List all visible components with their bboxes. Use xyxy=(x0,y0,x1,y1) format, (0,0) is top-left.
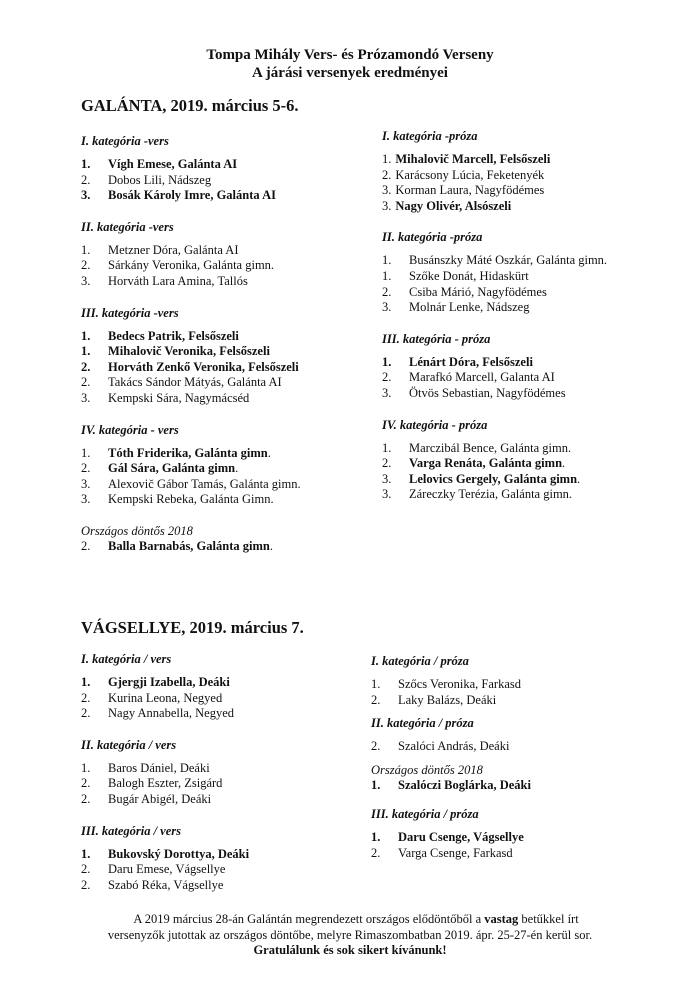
result-row xyxy=(371,693,671,709)
rank-number: 3. xyxy=(382,487,392,502)
result-row xyxy=(81,173,371,189)
rank-number: 2. xyxy=(382,284,392,299)
contestant-name: Daru Csenge, Vágsellye xyxy=(398,830,524,845)
rank-number: 1. xyxy=(81,157,91,171)
contestant-name: Mihalovič Veronika, Felsőszeli xyxy=(108,344,270,359)
contestant-name: Baros Dániel, Deáki xyxy=(108,760,210,775)
result-row xyxy=(382,355,682,371)
national-finalist-group xyxy=(81,524,371,555)
category-group xyxy=(81,423,371,508)
title-line-1: Tompa Mihály Vers- és Prózamondó Verseny xyxy=(206,47,494,63)
result-list xyxy=(81,329,371,407)
result-row xyxy=(382,386,682,402)
result-row xyxy=(81,446,371,462)
result-row xyxy=(81,344,371,360)
contestant-name: Molnár Lenke, Nádszeg xyxy=(409,300,530,315)
result-row xyxy=(382,300,682,316)
result-row xyxy=(382,441,682,457)
contestant-name: Marczibál Bence, Galánta gimn. xyxy=(409,440,572,455)
rank-number: 3. xyxy=(382,183,392,198)
rank-number: 1. xyxy=(81,344,91,359)
footer-note xyxy=(0,912,700,959)
result-list xyxy=(382,152,682,214)
contestant-name: Lénárt Dóra, Felsőszeli xyxy=(409,354,533,369)
rank-number: 2. xyxy=(371,845,381,860)
result-row xyxy=(81,243,371,259)
result-list xyxy=(382,253,682,315)
result-row xyxy=(382,199,682,215)
result-row xyxy=(81,539,371,555)
galanta-heading: GALÁNTA, 2019. március 5-6. xyxy=(81,96,299,115)
result-row xyxy=(81,477,371,493)
result-row xyxy=(81,862,361,878)
rank-number: 1. xyxy=(81,760,91,775)
rank-number: 2. xyxy=(81,258,91,273)
category-group xyxy=(81,824,361,894)
contestant-name: Tóth Friderika, Galánta gimn xyxy=(108,445,268,460)
result-row xyxy=(81,188,371,204)
result-list xyxy=(371,677,671,708)
contestant-name: Alexovič Gábor Tamás, Galánta gimn. xyxy=(108,476,301,491)
contestant-name: Varga Csenge, Farkasd xyxy=(398,845,513,860)
result-row xyxy=(81,847,361,863)
national-finalist-group xyxy=(371,763,671,794)
galanta-proza-column xyxy=(382,129,682,519)
result-row xyxy=(81,258,371,274)
category-group xyxy=(382,332,682,402)
contestant-name: Balogh Eszter, Zsigárd xyxy=(108,776,223,791)
national-finalist-label: Országos döntős 2018 xyxy=(371,762,483,777)
contestant-name: Bedecs Patrik, Felsőszeli xyxy=(108,328,239,343)
contestant-name: Ötvös Sebastian, Nagyfödémes xyxy=(409,385,566,400)
result-row xyxy=(382,152,682,168)
national-finalist-label: Országos döntős 2018 xyxy=(81,523,193,538)
rank-number: 2. xyxy=(382,167,392,182)
result-row xyxy=(81,706,361,722)
vagsellye-vers-column xyxy=(81,652,361,909)
result-row xyxy=(382,370,682,386)
result-row xyxy=(371,739,671,755)
rank-number: 3. xyxy=(81,476,91,491)
contestant-name: Szőcs Veronika, Farkasd xyxy=(398,677,522,691)
rank-number: 2. xyxy=(81,461,91,476)
contestant-name: Korman Laura, Nagyfödémes xyxy=(395,183,545,198)
category-group xyxy=(81,220,371,290)
rank-number: 1. xyxy=(382,354,392,369)
category-group xyxy=(371,716,671,755)
contestant-name: Kempski Sára, Nagymácséd xyxy=(108,390,250,405)
result-list xyxy=(81,157,371,204)
category-title: II. kategória -próza xyxy=(382,230,483,245)
category-group xyxy=(382,129,682,214)
contestant-name: Horváth Lara Amina, Tallós xyxy=(108,273,248,288)
contestant-name: Bugár Abigél, Deáki xyxy=(108,791,212,806)
category-title: II. kategória / próza xyxy=(371,716,474,731)
contestant-name: Lelovics Gergely, Galánta gimn xyxy=(409,471,578,486)
result-row xyxy=(81,761,361,777)
result-row xyxy=(382,269,682,285)
rank-number: 1. xyxy=(371,777,381,792)
contestant-name: Takács Sándor Mátyás, Galánta AI xyxy=(108,375,282,390)
rank-number: 1. xyxy=(382,440,392,455)
contestant-name: Szőke Donát, Hidaskürt xyxy=(409,268,529,283)
category-title: III. kategória - próza xyxy=(382,331,491,346)
rank-number: 2. xyxy=(81,375,91,390)
contestant-name: Bukovský Dorottya, Deáki xyxy=(108,846,250,861)
rank-number: 3. xyxy=(81,273,91,288)
category-title: II. kategória -vers xyxy=(81,219,174,234)
result-row xyxy=(81,360,371,376)
result-row xyxy=(81,691,361,707)
result-row xyxy=(81,329,371,345)
result-row xyxy=(81,878,361,894)
contestant-name: Bosák Károly Imre, Galánta AI xyxy=(108,188,276,203)
rank-number: 2. xyxy=(371,692,381,707)
result-row xyxy=(382,487,682,503)
vagsellye-heading: VÁGSELLYE, 2019. március 7. xyxy=(81,618,304,637)
result-row xyxy=(81,391,371,407)
category-title: I. kategória -vers xyxy=(81,134,169,148)
category-title: I. kategória / próza xyxy=(371,654,469,668)
category-title: II. kategória / vers xyxy=(81,737,177,752)
contestant-name: Nagy Annabella, Negyed xyxy=(108,706,235,721)
contestant-name: Szalóczi Boglárka, Deáki xyxy=(398,777,531,792)
footer-congrats: Gratulálunk és sok sikert kívánunk! xyxy=(253,943,447,957)
rank-number: 3. xyxy=(382,471,392,486)
result-row xyxy=(371,846,671,862)
galanta-vers-column xyxy=(81,134,371,555)
result-list xyxy=(81,847,361,894)
name-suffix: . xyxy=(562,456,566,471)
contestant-name: Kempski Rebeka, Galánta Gimn. xyxy=(108,492,274,507)
result-row xyxy=(382,168,682,184)
rank-number: 2. xyxy=(81,862,91,877)
contestant-name: Szalóci András, Deáki xyxy=(398,739,510,754)
result-row xyxy=(81,157,371,173)
footer-line-1: A 2019 március 28-án Galántán megrendezett országos elődöntőből a vastag betűkkel írt xyxy=(133,912,579,926)
category-group xyxy=(81,306,371,407)
result-row xyxy=(81,461,371,477)
contestant-name: Busánszky Máté Oszkár, Galánta gimn. xyxy=(409,253,608,268)
rank-number: 2. xyxy=(81,172,91,187)
result-list xyxy=(371,739,671,755)
result-row xyxy=(81,792,361,808)
rank-number: 2. xyxy=(81,690,91,705)
result-row xyxy=(81,375,371,391)
rank-number: 1. xyxy=(382,152,392,166)
document-title xyxy=(0,46,700,82)
vagsellye-proza-column xyxy=(371,654,671,878)
result-list xyxy=(382,441,682,503)
rank-number: 1. xyxy=(81,675,91,689)
footer-line-2: versenyzők jutottak az országos döntőbe, melyre Rimaszombatban 2019. ápr. 25-27-én kerül sor. xyxy=(107,927,593,942)
contestant-name: Gjergji Izabella, Deáki xyxy=(108,675,230,689)
category-title: I. kategória -próza xyxy=(382,129,478,143)
result-list xyxy=(371,830,671,861)
rank-number: 3. xyxy=(81,188,91,203)
category-group xyxy=(371,654,671,708)
rank-number: 1. xyxy=(81,846,91,861)
rank-number: 1. xyxy=(371,677,381,691)
contestant-name: Mihalovič Marcell, Felsőszeli xyxy=(395,152,551,166)
rank-number: 1. xyxy=(371,830,381,845)
result-row xyxy=(81,492,371,508)
result-row xyxy=(371,830,671,846)
contestant-name: Balla Barnabás, Galánta gimn xyxy=(108,538,270,553)
rank-number: 2. xyxy=(81,706,91,721)
rank-number: 1. xyxy=(81,242,91,257)
category-title: I. kategória / vers xyxy=(81,652,172,666)
rank-number: 3. xyxy=(81,390,91,405)
rank-number: 1. xyxy=(382,268,392,283)
rank-number: 2. xyxy=(382,370,392,385)
contestant-name: Daru Emese, Vágsellye xyxy=(108,862,226,877)
contestant-name: Gál Sára, Galánta gimn xyxy=(108,461,236,476)
name-suffix: . xyxy=(267,445,271,460)
result-row xyxy=(81,274,371,290)
result-list xyxy=(371,778,671,794)
rank-number: 2. xyxy=(81,359,91,374)
contestant-name: Metzner Dóra, Galánta AI xyxy=(108,242,239,257)
contestant-name: Záreczky Terézia, Galánta gimn. xyxy=(409,487,573,502)
rank-number: 3. xyxy=(382,198,392,213)
contestant-name: Sárkány Veronika, Galánta gimn. xyxy=(108,258,275,273)
contestant-name: Dobos Lili, Nádszeg xyxy=(108,172,212,187)
contestant-name: Laky Balázs, Deáki xyxy=(398,692,497,707)
category-title: III. kategória -vers xyxy=(81,305,179,320)
category-group xyxy=(382,418,682,503)
contestant-name: Horváth Zenkő Veronika, Felsőszeli xyxy=(108,359,299,374)
rank-number: 3. xyxy=(81,492,91,507)
result-row xyxy=(382,253,682,269)
rank-number: 3. xyxy=(382,385,392,400)
result-row xyxy=(81,675,361,691)
category-title: IV. kategória - vers xyxy=(81,422,179,437)
rank-number: 2. xyxy=(81,877,91,892)
name-suffix: . xyxy=(577,471,581,486)
category-group xyxy=(371,807,671,861)
category-title: III. kategória / próza xyxy=(371,807,479,822)
rank-number: 2. xyxy=(382,456,392,471)
result-row xyxy=(371,677,671,693)
rank-number: 1. xyxy=(81,328,91,343)
category-group xyxy=(382,230,682,315)
category-title: III. kategória / vers xyxy=(81,823,181,838)
rank-number: 2. xyxy=(81,791,91,806)
result-list xyxy=(81,761,361,808)
result-row xyxy=(382,183,682,199)
contestant-name: Nagy Olivér, Alsószeli xyxy=(395,198,512,213)
contestant-name: Varga Renáta, Galánta gimn xyxy=(409,456,563,471)
rank-number: 1. xyxy=(81,445,91,460)
rank-number: 1. xyxy=(382,253,392,268)
result-list xyxy=(81,539,371,555)
result-row xyxy=(81,776,361,792)
spacer xyxy=(371,793,671,807)
title-line-2: A járási versenyek eredményei xyxy=(252,65,448,81)
result-list xyxy=(81,243,371,290)
result-list xyxy=(81,446,371,508)
result-list xyxy=(81,675,361,722)
category-group xyxy=(81,134,371,204)
contestant-name: Marafkó Marcell, Galanta AI xyxy=(409,370,555,385)
result-row xyxy=(382,456,682,472)
contestant-name: Szabó Réka, Vágsellye xyxy=(108,877,224,892)
result-list xyxy=(382,355,682,402)
category-title: IV. kategória - próza xyxy=(382,417,488,432)
rank-number: 2. xyxy=(371,739,381,754)
result-row xyxy=(371,778,671,794)
result-row xyxy=(382,285,682,301)
contestant-name: Vígh Emese, Galánta AI xyxy=(108,157,238,171)
name-suffix: . xyxy=(235,461,239,476)
rank-number: 2. xyxy=(81,776,91,791)
category-group xyxy=(81,652,361,722)
rank-number: 3. xyxy=(382,300,392,315)
category-group xyxy=(81,738,361,808)
contestant-name: Karácsony Lúcia, Feketenyék xyxy=(395,167,545,182)
result-row xyxy=(382,472,682,488)
rank-number: 2. xyxy=(81,538,91,553)
contestant-name: Kurina Leona, Negyed xyxy=(108,690,223,705)
contestant-name: Csiba Márió, Nagyfödémes xyxy=(409,284,547,299)
name-suffix: . xyxy=(269,538,273,553)
